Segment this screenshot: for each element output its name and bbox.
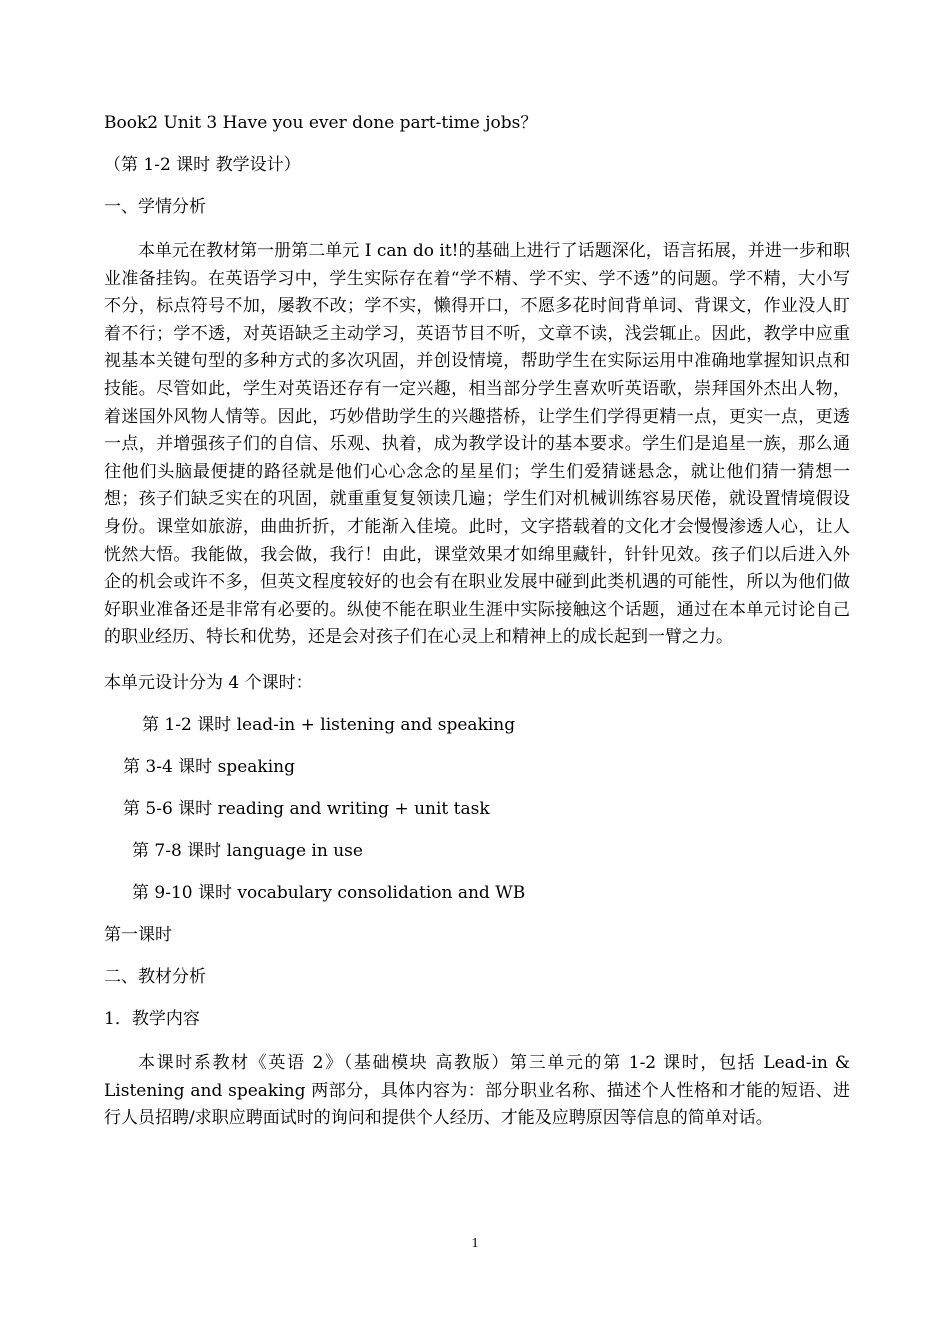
- lesson-item: 第 3-4 课时 speaking: [123, 756, 295, 777]
- lessons-intro: 本单元设计分为 4 个课时：: [104, 672, 313, 693]
- subsection-1-paragraph: 本课时系教材《英语 2》（基础模块 高教版）第三单元的第 1-2 课时，包括 Lead-in & Listening and speaking 两部分，具体内容为：部分职业名称、描述个人性格和才能的短语、进行人员招聘/求职应聘面试时的询问和提供个人经历、才能及应聘原因等信息的简单对话。: [104, 1052, 850, 1129]
- section-1-paragraph: 本单元在教材第一册第二单元 I can do it!的基础上进行了话题深化，语言拓展，并进一步和职业准备挂钩。在英语学习中，学生实际存在着“学不精、学不实、学不透”的问题。学不精，大小写不分，标点符号不加，屡教不改；学不实，懒得开口，不愿多花时间背单词、背课文，作业没人盯着不行；学不透，对英语缺乏主动学习，英语节目不听，文章不读，浅尝辄止。因此，教学中应重视基本关键句型的多种方式的多次巩固，并创设情境，帮助学生在实际运用中准确地掌握知识点和技能。尽管如此，学生对英语还存有一定兴趣，相当部分学生喜欢听英语歌，崇拜国外杰出人物，着迷国外风物人情等。因此，巧妙借助学生的兴趣搭桥，让学生们学得更精一点，更实一点，更透一点，并增强孩子们的自信、乐观、执着，成为教学设计的基本要求。学生们是追星一族，那么通往他们头脑最便捷的路径就是他们心心念念的星星们；学生们爱猜谜悬念，就让他们猜一猜想一想；孩子们缺乏实在的巩固，就重重复复领读几遍；学生们对机械训练容易厌倦，就设置情境假设身份。课堂如旅游，曲曲折折，才能渐入佳境。此时，文字搭载着的文化才会慢慢渗透人心，让人恍然大悟。我能做，我会做，我行！由此，课堂效果才如绵里藏针，针针见效。孩子们以后进入外企的机会或许不多，但英文程度较好的也会有在职业发展中碰到此类机遇的可能性，所以为他们做好职业准备还是非常有必要的。纵使不能在职业生涯中实际接触这个话题，通过在本单元讨论自己的职业经历、特长和优势，还是会对孩子们在心灵上和精神上的成长起到一臂之力。: [104, 241, 850, 648]
- lesson-item: 第 7-8 课时 language in use: [132, 840, 363, 861]
- section-heading-2: 二、教材分析: [104, 966, 206, 987]
- section-heading-1: 一、学情分析: [104, 197, 206, 217]
- document-subtitle: （第 1-2 课时 教学设计）: [104, 155, 301, 175]
- document-title: Book2 Unit 3 Have you ever done part-time jobs？: [104, 113, 538, 133]
- page-number: 1: [471, 1236, 479, 1251]
- lesson-item: 第 9-10 课时 vocabulary consolidation and WB: [132, 882, 526, 903]
- lesson-item: 第 1-2 课时 lead-in + listening and speaking: [142, 714, 516, 735]
- first-lesson-label: 第一课时: [104, 924, 172, 945]
- document-page: [104, 112, 850, 1153]
- lesson-item: 第 5-6 课时 reading and writing + unit task: [123, 798, 490, 819]
- subsection-heading-1: 1．教学内容: [104, 1008, 200, 1029]
